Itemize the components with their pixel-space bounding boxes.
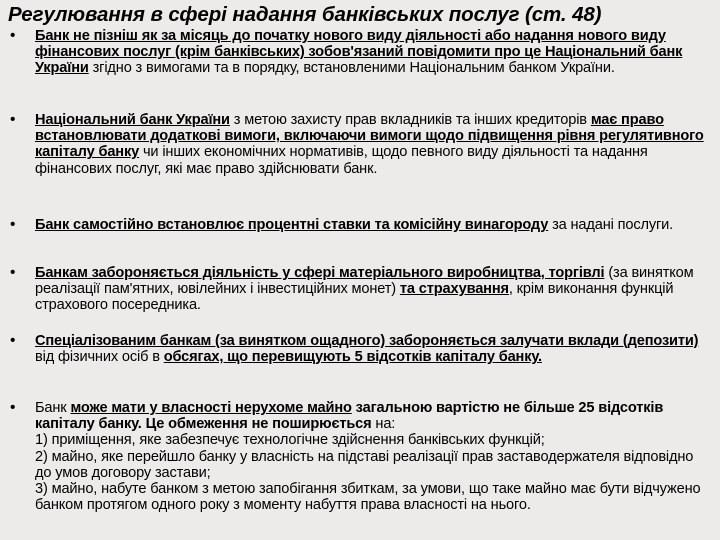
list-item-text [35, 265, 710, 314]
bullet-icon: • [10, 399, 16, 416]
text-run: , крім виконання функцій страхового посередника. [35, 281, 674, 314]
text-run: Банк [35, 400, 71, 416]
text-run: (за винятком реалізації пам'ятних, ювілейних і інвестиційних монет) [35, 265, 694, 298]
text-run: від фізичних осіб в [35, 349, 164, 366]
text-run: 3) майно, набуте банком з метою запобігання збиткам, за умови, що таке майно має бути відчужено банком протягом одного року з моменту набуття права власності на нього. [35, 481, 701, 514]
list-item-text [35, 217, 710, 233]
text-run: 1) приміщення, яке забезпечує технологічне здійснення банківських функцій; [35, 432, 545, 449]
text-run: обсягах, що перевищують 5 відсотків капіталу банку. [163, 349, 542, 366]
list-item-text [35, 112, 710, 177]
text-run: на: [371, 416, 396, 433]
text-run: має право встановлювати додаткові вимоги, включаючи вимоги щодо підвищення рівня регулятивного капіталу банку [35, 112, 704, 161]
text-run: загальною вартістю не більше 25 відсотків капіталу банку. Це обмеження не поширюється [35, 400, 664, 433]
text-run: 2) майно, яке перейшло банку у власність на підставі реалізації прав заставодержателя відповідно до умов договору застави; [35, 448, 694, 481]
text-run: Спеціалізованим банкам (за винятком ощадного) забороняється залучати вклади (депозити) [35, 333, 699, 349]
text-run: та страхування [399, 281, 509, 298]
list-item-text [35, 28, 710, 77]
text-run: Банк не пізніш як за місяць до початку нового виду діяльності або надання нового виду фінансових послуг (крім банківських) зобов'язаний повідомити про це Національний банк України [35, 28, 683, 77]
text-run: Банкам забороняється діяльність у сфері матеріального виробництва, торгівлі [35, 265, 605, 281]
bullet-icon: • [10, 264, 16, 281]
text-run: згідно з вимогами та в порядку, встановленими Національним банком України. [88, 60, 615, 77]
list-item-text [35, 400, 710, 513]
text-run: може мати у власності нерухоме майно [70, 400, 352, 416]
bullet-icon: • [10, 216, 16, 233]
bullet-icon: • [10, 27, 16, 44]
bullet-icon: • [10, 111, 16, 128]
slide-title: Регулювання в сфері надання банківських послуг (ст. 48) [8, 3, 602, 26]
text-run: з метою захисту прав вкладників та інших кредиторів [229, 112, 591, 128]
text-run: Банк самостійно встановлює процентні ставки та комісійну винагороду [35, 217, 549, 233]
bullet-icon: • [10, 332, 16, 349]
text-run: за надані послуги. [548, 217, 674, 233]
list-item-text [35, 333, 710, 365]
text-run: чи інших економічних нормативів, щодо певного виду діяльності та надання фінансових послуг, які має право здійснювати банк. [35, 144, 648, 177]
text-run: Національний банк України [35, 112, 230, 128]
